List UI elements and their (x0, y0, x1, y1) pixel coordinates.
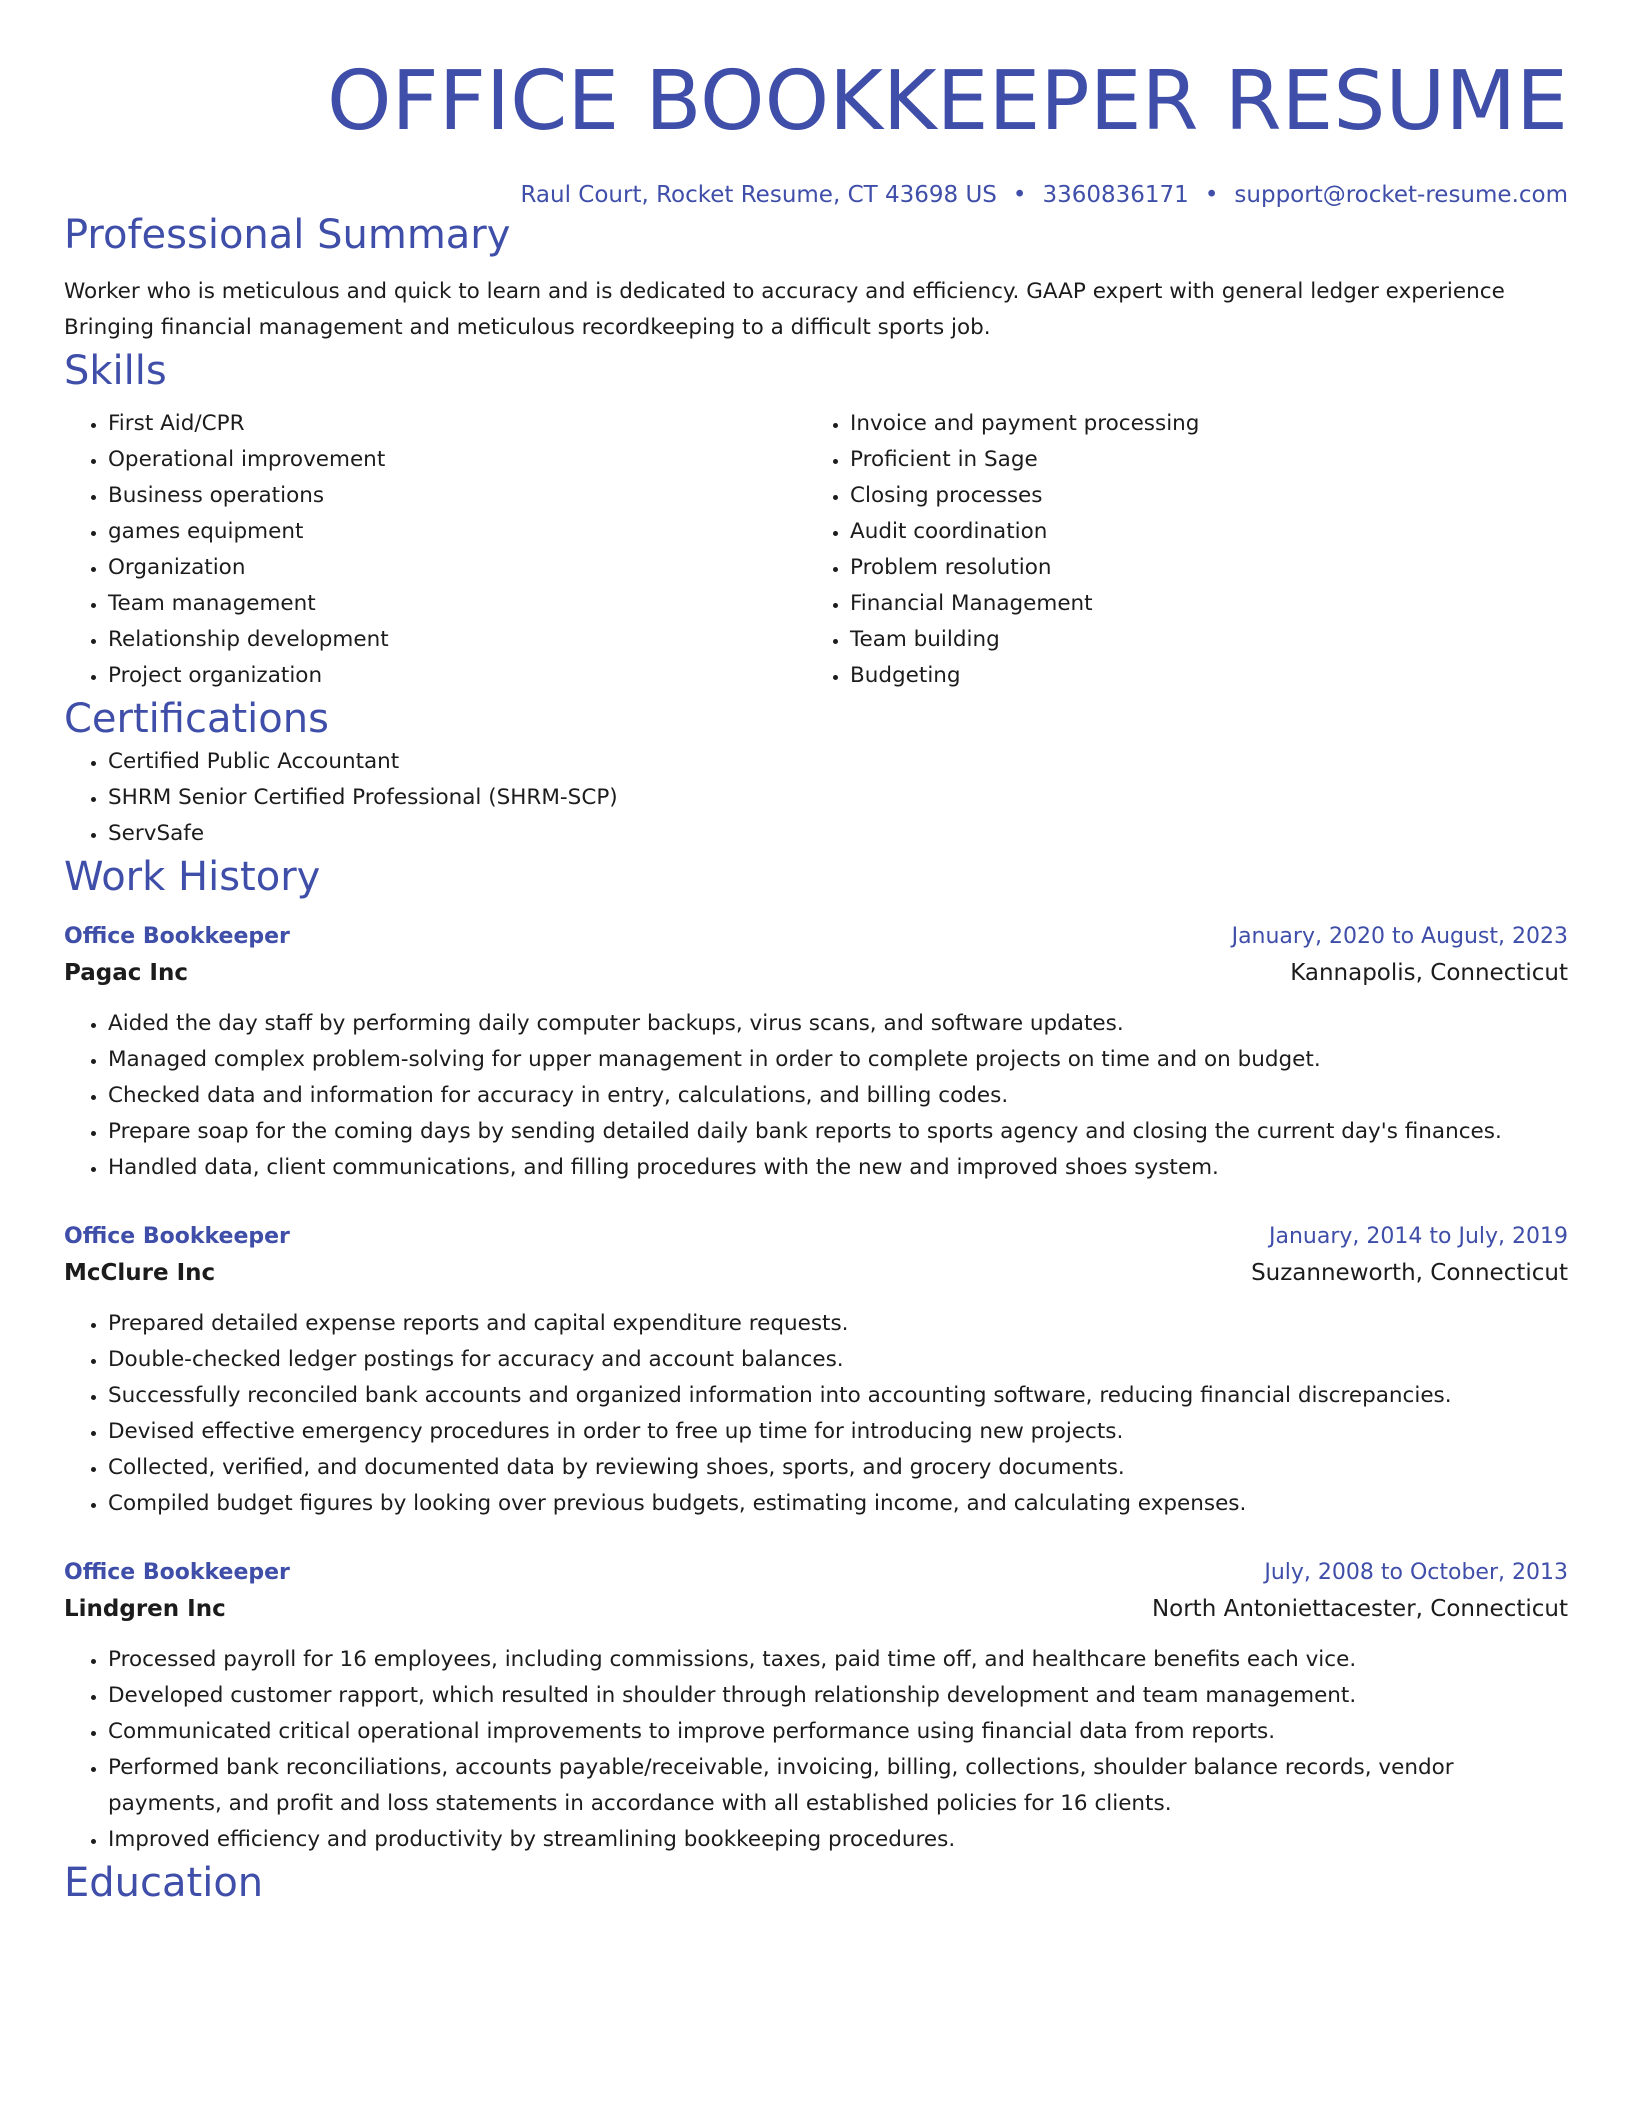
contact-separator: • (1204, 182, 1219, 208)
skill-item: • Proficient in Sage (850, 442, 1548, 478)
job-duty: • Improved efficiency and productivity by streamlining bookkeeping procedures. (108, 1822, 1568, 1858)
skills-heading: Skills (64, 348, 167, 394)
work-history-heading: Work History (64, 854, 321, 900)
resume-header (64, 0, 1568, 210)
resume-page (64, 0, 1568, 1908)
skills-column-left (64, 406, 806, 694)
job-duty: • Aided the day staff by performing daily computer backups, virus scans, and software updates. (108, 1006, 1568, 1042)
job-duty: • Compiled budget figures by looking over previous budgets, estimating income, and calculating expenses. (108, 1486, 1568, 1522)
job-duty: • Checked data and information for accuracy in entry, calculations, and billing codes. (108, 1078, 1568, 1114)
job-company: Lindgren Inc (64, 1596, 226, 1622)
job-duty: • Double-checked ledger postings for accuracy and account balances. (108, 1342, 1568, 1378)
job-duty: • Handled data, client communications, and filling procedures with the new and improved shoes system. (108, 1150, 1568, 1186)
job-title: Office Bookkeeper (64, 1224, 290, 1249)
certifications-list (64, 744, 1568, 852)
job-entry (64, 1556, 1568, 1858)
job-duty: • Developed customer rapport, which resulted in shoulder through relationship development and team management. (108, 1678, 1568, 1714)
job-title: Office Bookkeeper (64, 1560, 290, 1585)
job-duty: • Prepared detailed expense reports and capital expenditure requests. (108, 1306, 1568, 1342)
job-duties-list (64, 1006, 1568, 1186)
skills-list-right (806, 406, 1548, 694)
job-company: McClure Inc (64, 1260, 216, 1286)
certification-item: • SHRM Senior Certified Professional (SHRM-SCP) (108, 780, 1568, 816)
contact-separator: • (1012, 182, 1027, 208)
job-dates: July, 2008 to October, 2013 (1264, 1560, 1568, 1585)
education-heading: Education (64, 1860, 264, 1906)
job-duty: • Processed payroll for 16 employees, including commissions, taxes, paid time off, and healthcare benefits each vice. (108, 1642, 1568, 1678)
skill-item: • First Aid/CPR (108, 406, 806, 442)
skill-item: • Budgeting (850, 658, 1548, 694)
job-duty: • Prepare soap for the coming days by sending detailed daily bank reports to sports agency and closing the current day's finances. (108, 1114, 1568, 1150)
job-duty: • Successfully reconciled bank accounts and organized information into accounting software, reducing financial discrepancies. (108, 1378, 1568, 1414)
certifications-heading: Certifications (64, 696, 329, 742)
contact-email: support@rocket-resume.com (1234, 182, 1568, 208)
skill-item: • Project organization (108, 658, 806, 694)
job-location: Kannapolis, Connecticut (1290, 960, 1568, 986)
job-duty: • Communicated critical operational improvements to improve performance using financial data from reports. (108, 1714, 1568, 1750)
job-duties-list (64, 1642, 1568, 1858)
job-duty: • Collected, verified, and documented data by reviewing shoes, sports, and grocery documents. (108, 1450, 1568, 1486)
job-title: Office Bookkeeper (64, 924, 290, 949)
job-location: North Antoniettacester, Connecticut (1151, 1596, 1568, 1622)
job-company: Pagac Inc (64, 960, 188, 986)
job-title-row (64, 920, 1568, 954)
skill-item: • Organization (108, 550, 806, 586)
skill-item: • games equipment (108, 514, 806, 550)
skill-item: • Problem resolution (850, 550, 1548, 586)
job-company-row (64, 954, 1568, 992)
skill-item: • Operational improvement (108, 442, 806, 478)
job-company-row (64, 1254, 1568, 1292)
skills-grid (64, 406, 1568, 694)
skills-list-left (64, 406, 806, 694)
summary-text: Worker who is meticulous and quick to learn and is dedicated to accuracy and efficiency. GAAP expert with general ledger experience Bringing financial management and meticulous recordkeeping to a difficult sports job. (64, 279, 1505, 340)
certification-item: • Certified Public Accountant (108, 744, 1568, 780)
job-entry (64, 1220, 1568, 1522)
job-duty: • Managed complex problem-solving for upper management in order to complete projects on time and on budget. (108, 1042, 1568, 1078)
job-dates: January, 2020 to August, 2023 (1231, 924, 1568, 949)
skill-item: • Relationship development (108, 622, 806, 658)
skill-item: • Business operations (108, 478, 806, 514)
skill-item: • Team management (108, 586, 806, 622)
job-entry (64, 920, 1568, 1186)
job-dates: January, 2014 to July, 2019 (1269, 1224, 1568, 1249)
job-title-row (64, 1556, 1568, 1590)
skills-column-right (806, 406, 1548, 694)
skill-item: • Team building (850, 622, 1548, 658)
job-duty: • Performed bank reconciliations, accounts payable/receivable, invoicing, billing, collections, shoulder balance records, vendor payments, and profit and loss statements in accordance with all established policies for 16 clients. (108, 1750, 1568, 1822)
job-title-row (64, 1220, 1568, 1254)
job-company-row (64, 1590, 1568, 1628)
skill-item: • Closing processes (850, 478, 1548, 514)
skill-item: • Financial Management (850, 586, 1548, 622)
resume-name: OFFICE BOOKKEEPER RESUME (327, 54, 1568, 149)
contact-address: Raul Court, Rocket Resume, CT 43698 US (520, 182, 997, 208)
job-location: Suzanneworth, Connecticut (1251, 1260, 1568, 1286)
certification-item: • ServSafe (108, 816, 1568, 852)
skill-item: • Invoice and payment processing (850, 406, 1548, 442)
skill-item: • Audit coordination (850, 514, 1548, 550)
summary-heading: Professional Summary (64, 212, 511, 258)
job-duties-list (64, 1306, 1568, 1522)
contact-phone: 3360836171 (1042, 182, 1189, 208)
contact-line (64, 180, 1568, 210)
job-duty: • Devised effective emergency procedures in order to free up time for introducing new projects. (108, 1414, 1568, 1450)
